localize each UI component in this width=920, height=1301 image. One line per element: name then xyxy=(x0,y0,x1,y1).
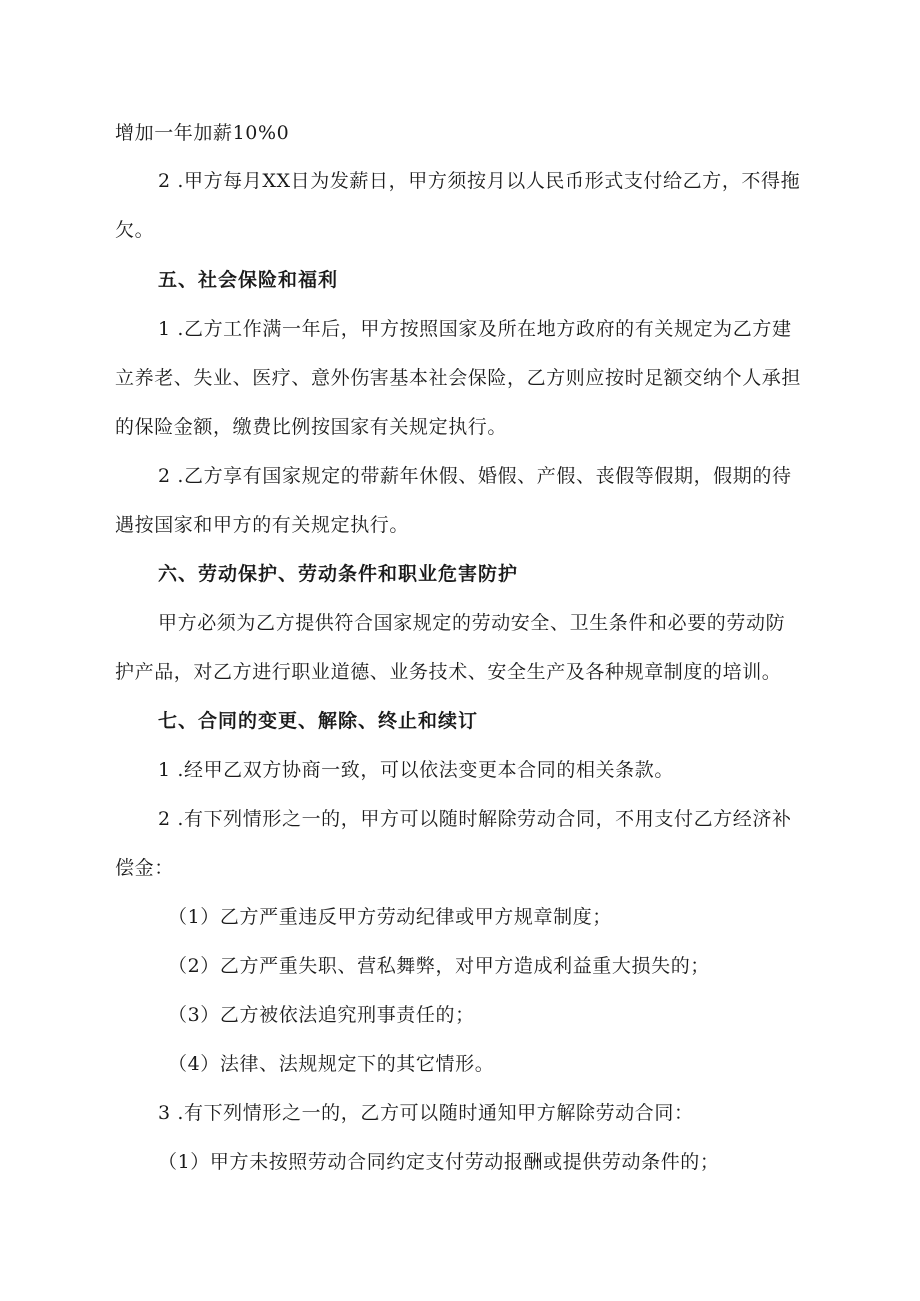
text-line-11: 甲方必须为乙方提供符合国家规定的劳动安全、卫生条件和必要的劳动防 xyxy=(158,612,786,634)
text-line-5: 1 .乙方工作满一年后，甲方按照国家及所在地方政府的有关规定为乙方建 xyxy=(158,318,792,340)
list-item-2: （2）乙方严重失职、营私舞弊，对甲方造成利益重大损失的； xyxy=(168,955,710,977)
text-line-12: 护产品，对乙方进行职业道德、业务技术、安全生产及各种规章制度的培训。 xyxy=(115,661,782,683)
text-line-21: 3 .有下列情形之一的，乙方可以随时通知甲方解除劳动合同： xyxy=(158,1102,694,1124)
list-item-3: （3）乙方被依法追究刑事责任的； xyxy=(168,1004,475,1026)
text-line-2: 2 .甲方每月XX日为发薪日，甲方须按月以人民币形式支付给乙方，不得拖 xyxy=(158,170,801,192)
list-item-5: （1）甲方未按照劳动合同约定支付劳动报酬或提供劳动条件的； xyxy=(158,1151,720,1173)
text-line-6: 立养老、失业、医疗、意外伤害基本社会保险，乙方则应按时足额交纳个人承担 xyxy=(115,367,802,389)
text-line-1: 增加一年加薪10%0 xyxy=(115,122,290,144)
list-item-4: （4）法律、法规规定下的其它情形。 xyxy=(168,1053,495,1075)
text-line-15: 2 .有下列情形之一的，甲方可以随时解除劳动合同，不用支付乙方经济补 xyxy=(158,808,792,830)
section-heading-7: 七、合同的变更、解除、终止和续订 xyxy=(158,710,479,732)
text-line-7: 的保险金额，缴费比例按国家有关规定执行。 xyxy=(115,416,508,438)
text-line-14: 1 .经甲乙双方协商一致，可以依法变更本合同的相关条款。 xyxy=(158,759,674,781)
text-line-8: 2 .乙方享有国家规定的带薪年休假、婚假、产假、丧假等假期，假期的待 xyxy=(158,465,792,487)
text-line-3: 欠。 xyxy=(115,219,155,241)
text-line-16: 偿金： xyxy=(115,857,174,879)
section-heading-6: 六、劳动保护、劳动条件和职业危害防护 xyxy=(158,563,519,585)
list-item-1: （1）乙方严重违反甲方劳动纪律或甲方规章制度； xyxy=(168,906,612,928)
section-heading-5: 五、社会保险和福利 xyxy=(158,269,339,291)
text-line-9: 遇按国家和甲方的有关规定执行。 xyxy=(115,514,410,536)
